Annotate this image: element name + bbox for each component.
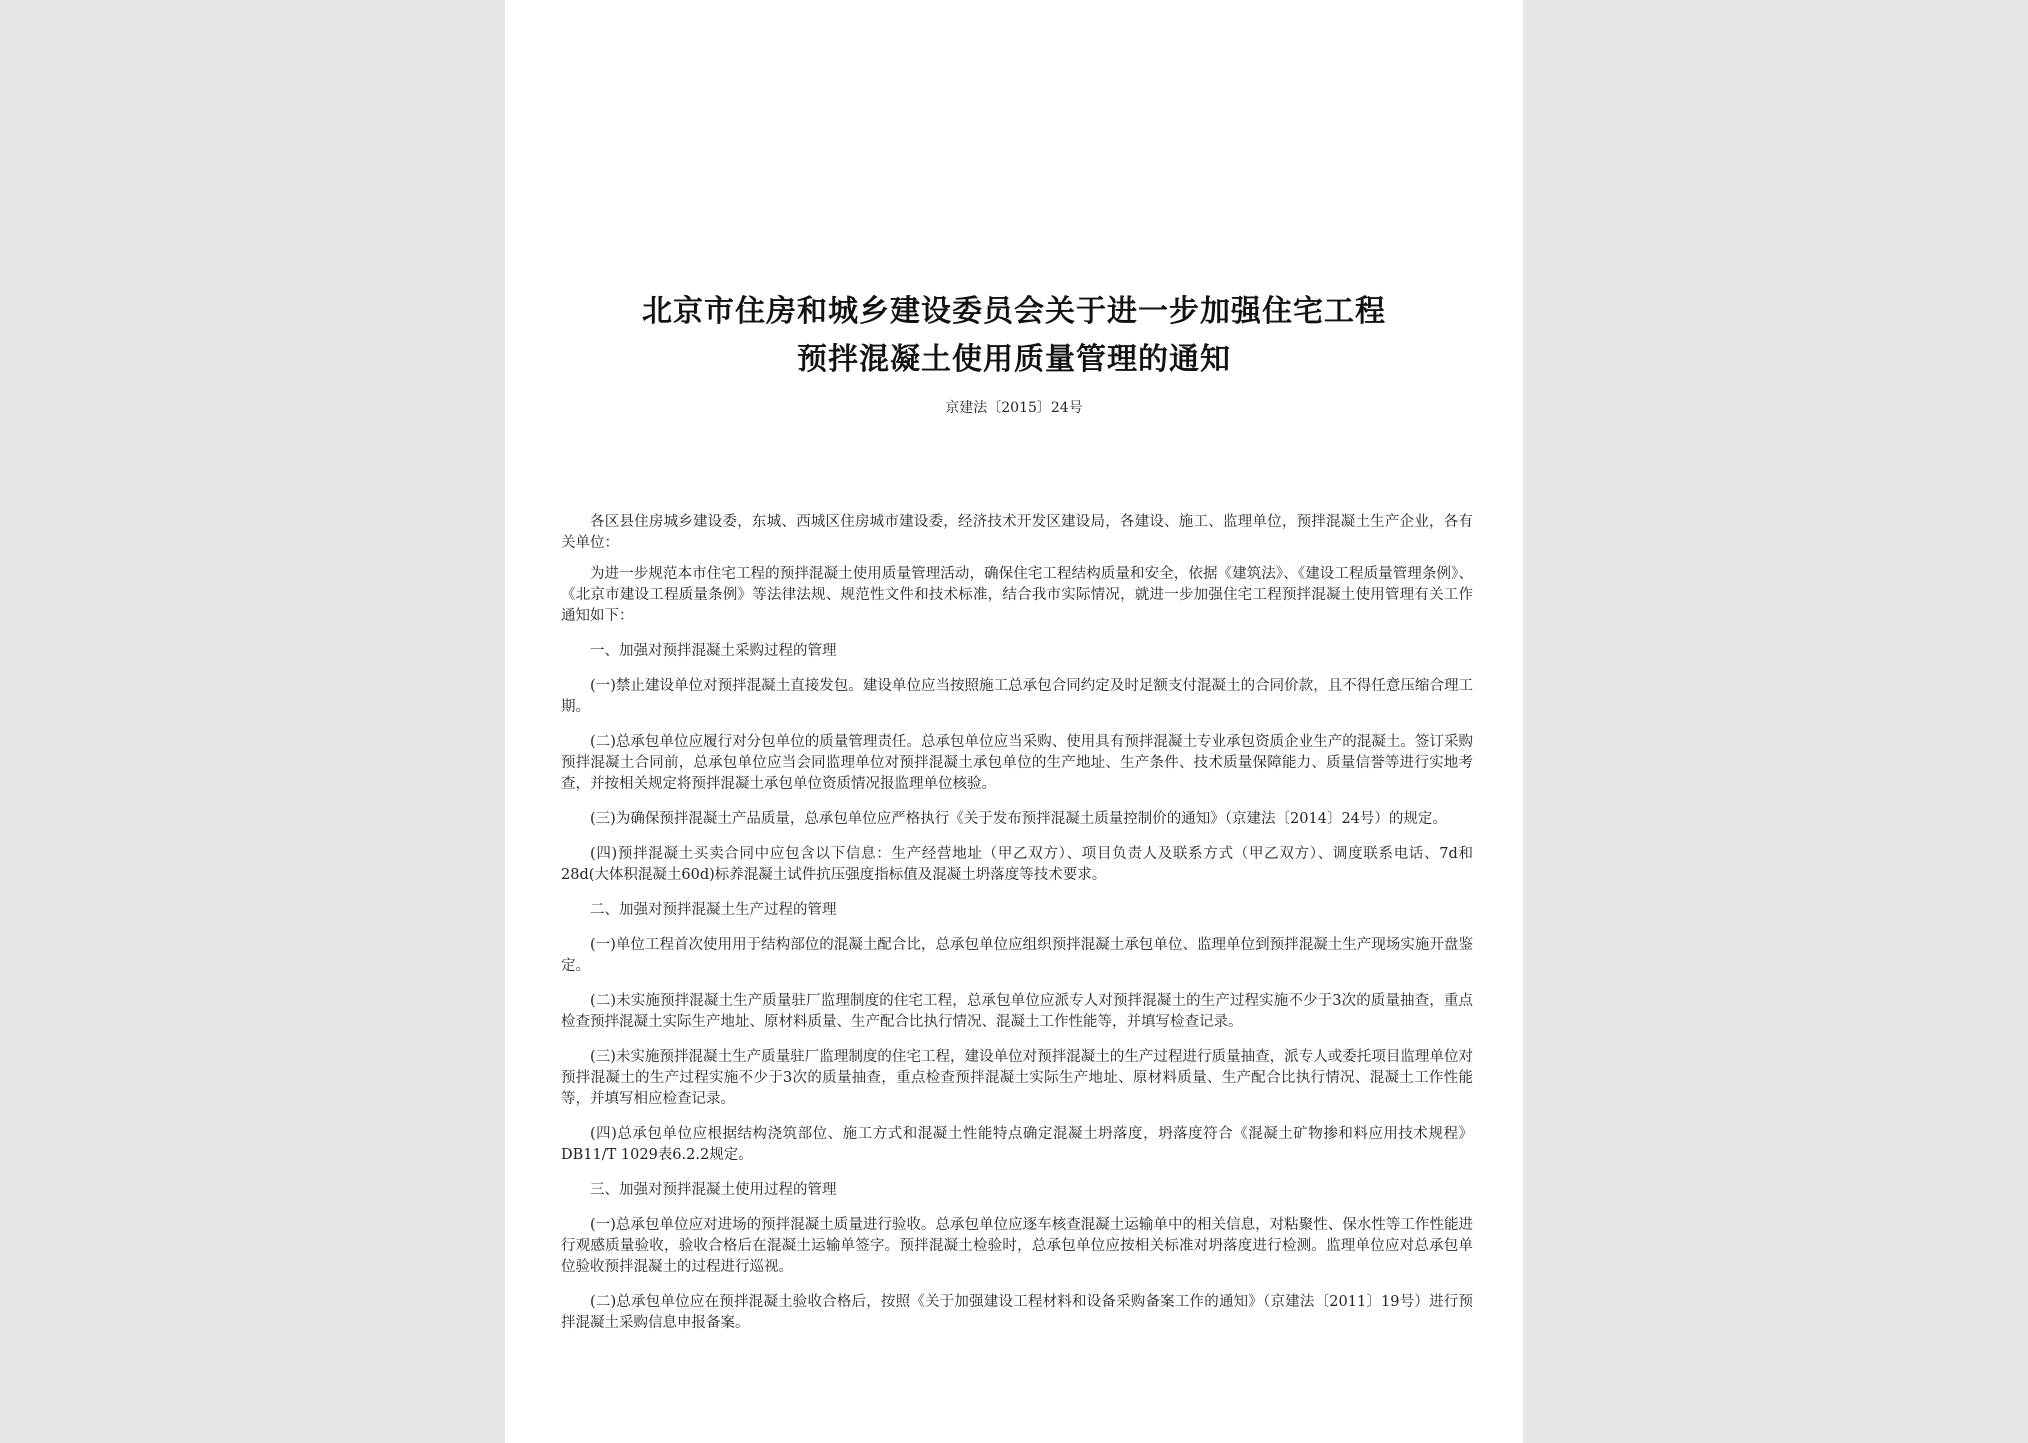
section-heading-1: 一、加强对预拌混凝土采购过程的管理 (590, 643, 837, 659)
section-1-item-1: (一)禁止建设单位对预拌混凝土直接发包。建设单位应当按照施工总承包合同约定及时足额支付混凝土的合同价款，且不得任意压缩合理工期。 (561, 678, 1473, 715)
section-heading-3: 三、加强对预拌混凝土使用过程的管理 (590, 1182, 837, 1198)
section-2-item-2: (二)未实施预拌混凝土生产质量驻厂监理制度的住宅工程，总承包单位应派专人对预拌混凝土的生产过程实施不少于3次的质量抽查，重点检查预拌混凝土实际生产地址、原材料质量、生产配合比执行情况、混凝土工作性能等，并填写检查记录。 (561, 993, 1473, 1030)
section-2-item-4: (四)总承包单位应根据结构浇筑部位、施工方式和混凝土性能特点确定混凝土坍落度，坍落度符合《混凝土矿物掺和料应用技术规程》DB11/T 1029表6.2.2规定。 (561, 1126, 1473, 1163)
section-3-item-2: (二)总承包单位应在预拌混凝土验收合格后，按照《关于加强建设工程材料和设备采购备案工作的通知》（京建法〔2011〕19号）进行预拌混凝土采购信息申报备案。 (561, 1294, 1473, 1331)
section-1-item-4: (四)预拌混凝土买卖合同中应包含以下信息：生产经营地址（甲乙双方）、项目负责人及联系方式（甲乙双方）、调度联系电话、7d和28d(大体积混凝土60d)标养混凝土试件抗压强度指标值及混凝土坍落度等技术要求。 (561, 846, 1473, 883)
intro-paragraph: 为进一步规范本市住宅工程的预拌混凝土使用质量管理活动，确保住宅工程结构质量和安全，依据《建筑法》、《建设工程质量管理条例》、《北京市建设工程质量条例》等法律法规、规范性文件和技术标准，结合我市实际情况，就进一步加强住宅工程预拌混凝土使用管理有关工作通知如下： (561, 566, 1473, 624)
section-heading-2: 二、加强对预拌混凝土生产过程的管理 (590, 902, 837, 918)
section-3-item-1: (一)总承包单位应对进场的预拌混凝土质量进行验收。总承包单位应逐车核查混凝土运输单中的相关信息，对粘聚性、保水性等工作性能进行观感质量验收，验收合格后在混凝土运输单签字。预拌混凝土检验时，总承包单位应按相关标准对坍落度进行检测。监理单位应对总承包单位验收预拌混凝土的过程进行巡视。 (561, 1217, 1473, 1275)
title-line-2: 预拌混凝土使用质量管理的通知 (797, 342, 1231, 377)
section-1-item-2: (二)总承包单位应履行对分包单位的质量管理责任。总承包单位应当采购、使用具有预拌混凝土专业承包资质企业生产的混凝土。签订采购预拌混凝土合同前，总承包单位应当会同监理单位对预拌混凝土承包单位的生产地址、生产条件、技术质量保障能力、质量信誉等进行实地考查，并按相关规定将预拌混凝土承包单位资质情况报监理单位核验。 (561, 734, 1473, 792)
document-page (505, 0, 1523, 1443)
document-title (505, 288, 1523, 384)
salutation-paragraph: 各区县住房城乡建设委，东城、西城区住房城市建设委，经济技术开发区建设局，各建设、施工、监理单位，预拌混凝土生产企业，各有关单位： (561, 514, 1473, 551)
document-number: 京建法〔2015〕24号 (945, 400, 1083, 416)
section-1-item-3: (三)为确保预拌混凝土产品质量，总承包单位应严格执行《关于发布预拌混凝土质量控制价的通知》（京建法〔2014〕24号）的规定。 (590, 811, 1447, 827)
title-line-1: 北京市住房和城乡建设委员会关于进一步加强住宅工程 (642, 294, 1386, 329)
section-2-item-3: (三)未实施预拌混凝土生产质量驻厂监理制度的住宅工程，建设单位对预拌混凝土的生产过程进行质量抽查，派专人或委托项目监理单位对预拌混凝土的生产过程实施不少于3次的质量抽查，重点检查预拌混凝土实际生产地址、原材料质量、生产配合比执行情况、混凝土工作性能等，并填写相应检查记录。 (561, 1049, 1473, 1107)
section-2-item-1: (一)单位工程首次使用用于结构部位的混凝土配合比，总承包单位应组织预拌混凝土承包单位、监理单位到预拌混凝土生产现场实施开盘鉴定。 (561, 937, 1473, 974)
document-body (561, 512, 1473, 1348)
